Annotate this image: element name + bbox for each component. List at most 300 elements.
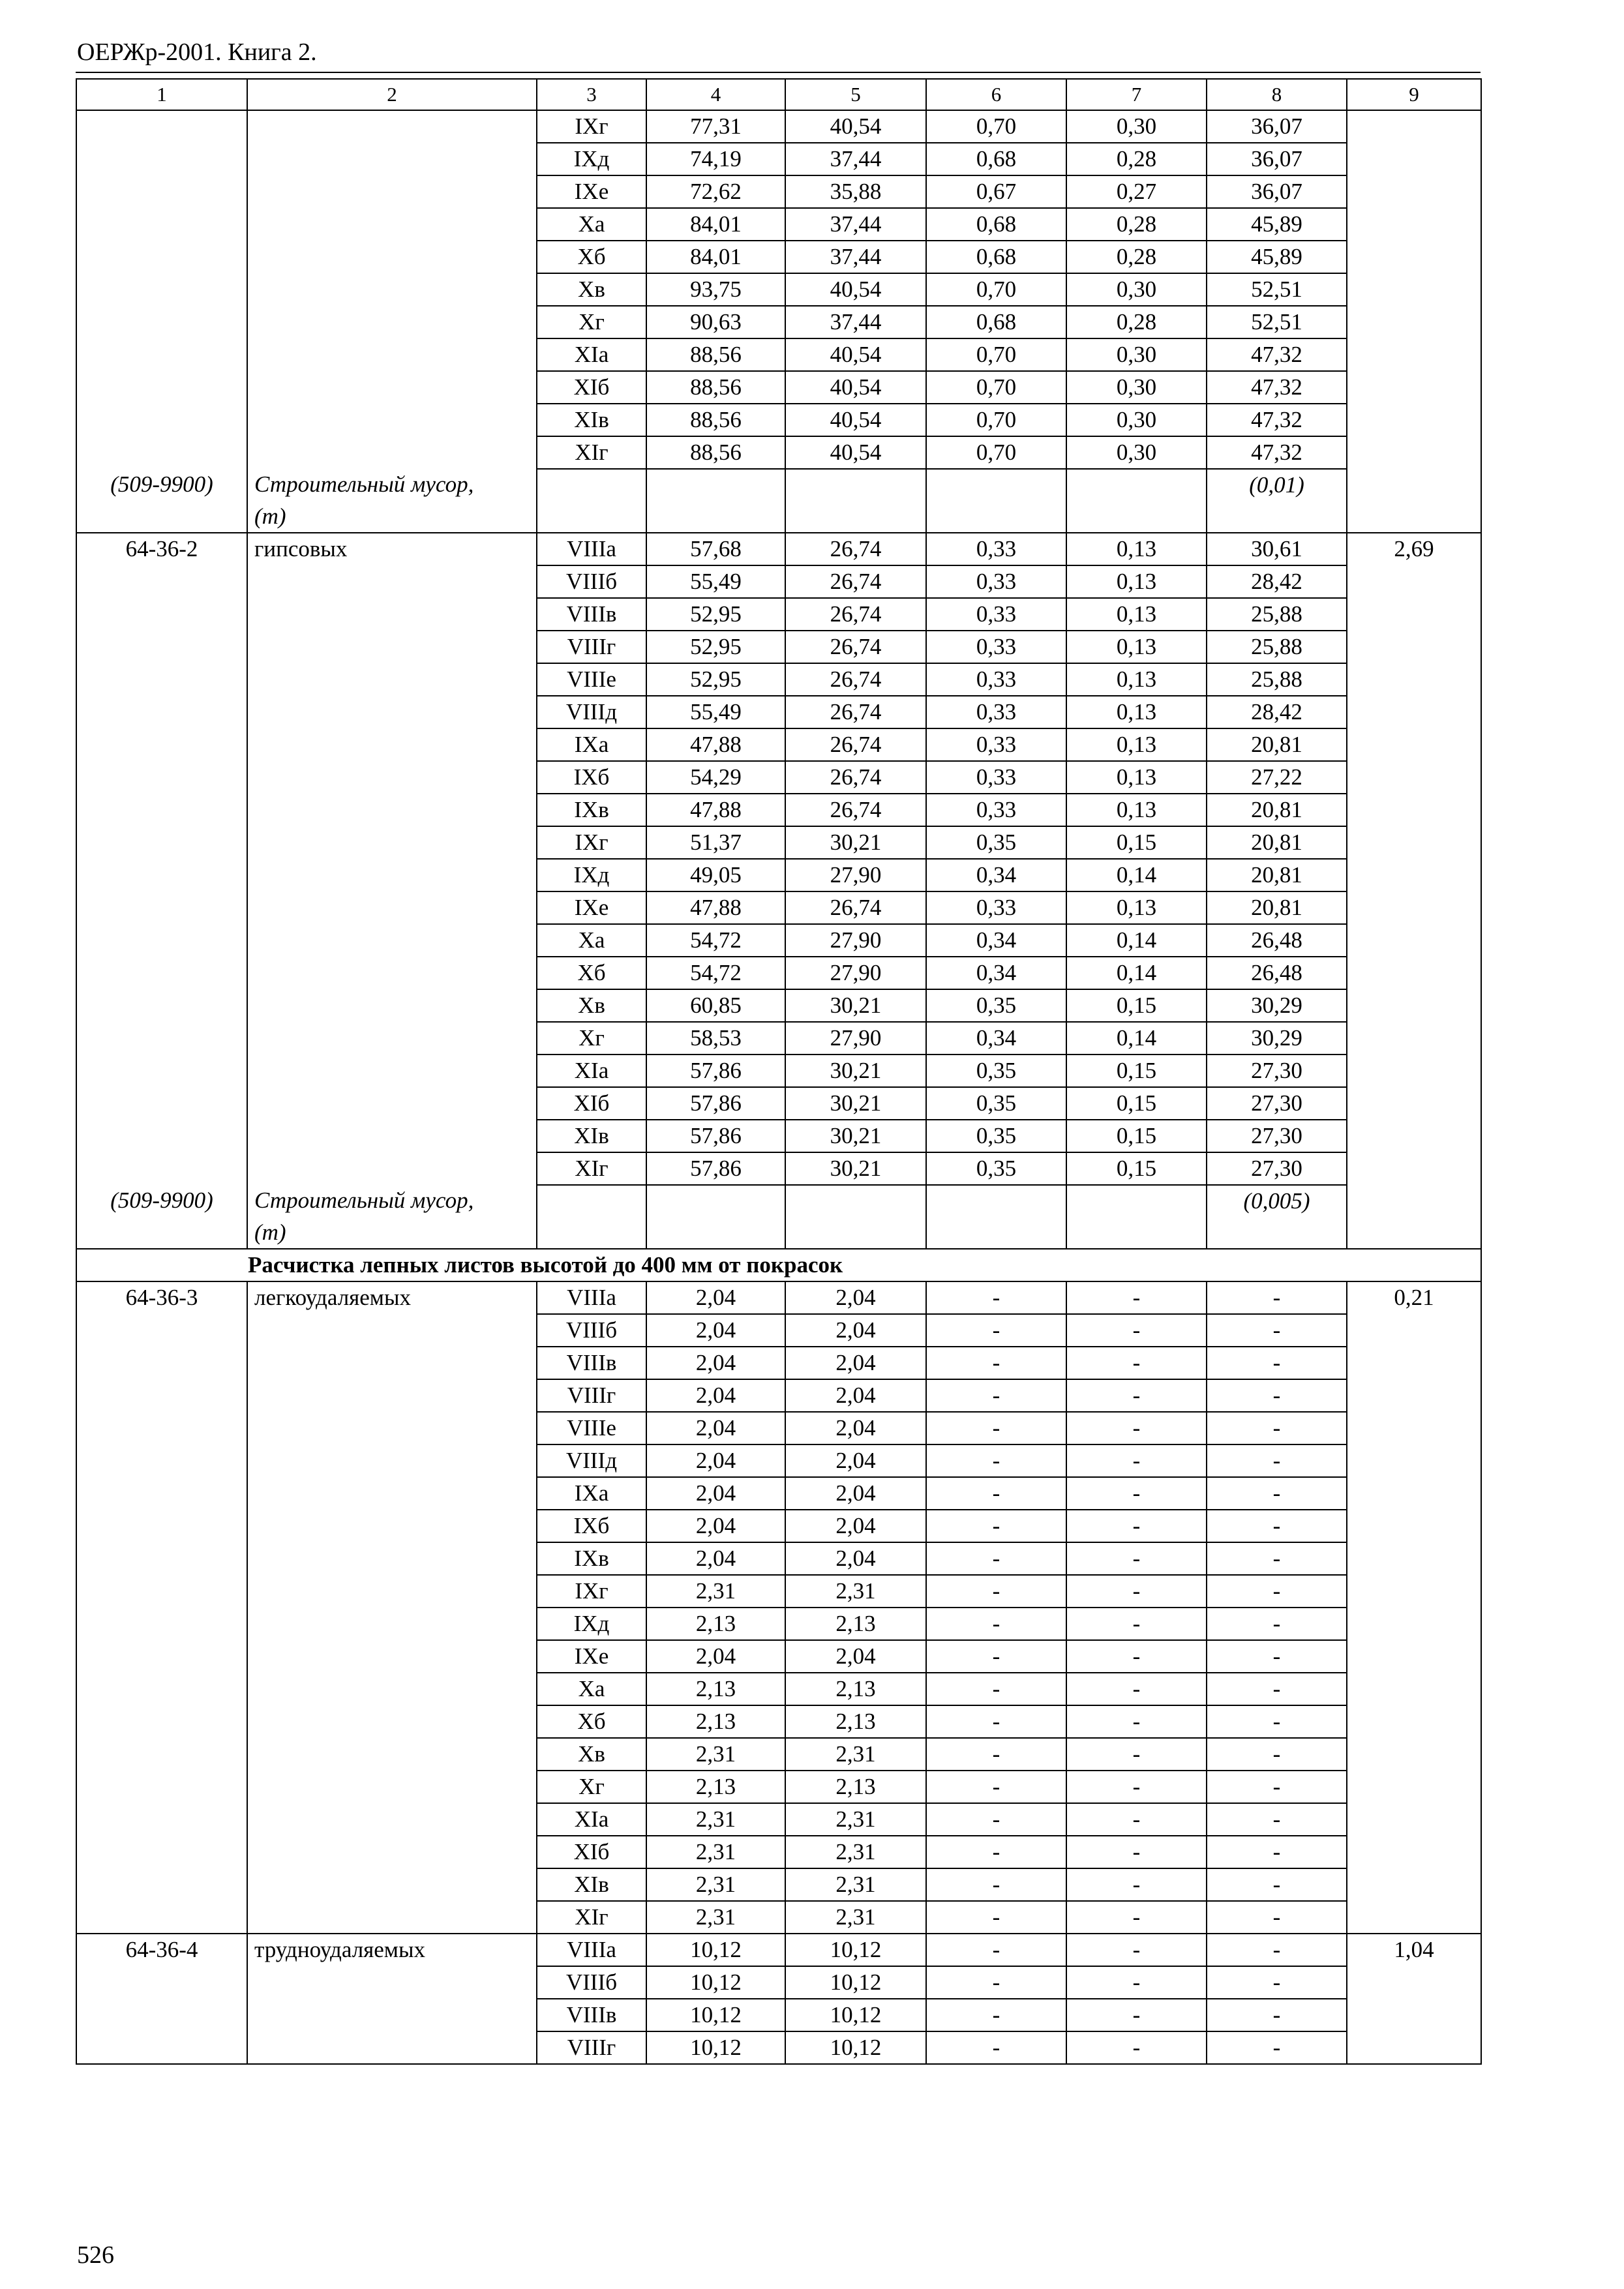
name-cell (247, 663, 537, 696)
zone-cell: IXе (537, 891, 646, 924)
name-cell (247, 306, 537, 338)
value-cell: - (1207, 1412, 1347, 1444)
empty-cell (785, 469, 926, 501)
value-cell: 88,56 (646, 404, 785, 436)
name-cell (247, 565, 537, 598)
value-cell: 40,54 (785, 110, 926, 143)
table-row (76, 1705, 1481, 1738)
value-cell: 55,49 (646, 565, 785, 598)
value-cell: 27,30 (1207, 1055, 1347, 1087)
table-row (76, 826, 1481, 859)
name-cell (247, 404, 537, 436)
table-row (76, 696, 1481, 728)
value-cell: - (1066, 1803, 1207, 1836)
value-cell: - (1207, 1966, 1347, 1999)
value-cell: 54,29 (646, 761, 785, 794)
col9-cell (1347, 469, 1481, 501)
value-cell: 30,21 (785, 1087, 926, 1120)
waste-row (76, 469, 1481, 501)
value-cell: 0,33 (926, 663, 1066, 696)
value-cell: 2,31 (785, 1803, 926, 1836)
value-cell: 74,19 (646, 143, 785, 175)
col9-cell (1347, 1055, 1481, 1087)
code-cell (76, 1477, 247, 1510)
waste-code: (509-9900) (76, 1185, 247, 1217)
value-cell: 0,30 (1066, 338, 1207, 371)
value-cell: 2,04 (785, 1510, 926, 1542)
name-cell (247, 598, 537, 631)
empty-cell (537, 469, 646, 501)
value-cell: 2,04 (646, 1347, 785, 1379)
value-cell: - (1207, 1510, 1347, 1542)
value-cell: 20,81 (1207, 826, 1347, 859)
empty-cell (1066, 469, 1207, 501)
value-cell: 0,15 (1066, 1055, 1207, 1087)
value-cell: 0,30 (1066, 110, 1207, 143)
value-cell: 0,68 (926, 143, 1066, 175)
table-row (76, 598, 1481, 631)
col9-cell (1347, 175, 1481, 208)
name-cell (247, 110, 537, 143)
code-cell (76, 1542, 247, 1575)
col9-cell (1347, 1771, 1481, 1803)
value-cell: 2,31 (646, 1575, 785, 1608)
table-row (76, 859, 1481, 891)
value-cell: 47,32 (1207, 404, 1347, 436)
value-cell: 37,44 (785, 241, 926, 273)
table-row (76, 794, 1481, 826)
value-cell: - (1207, 1836, 1347, 1868)
col9-cell (1347, 1510, 1481, 1542)
column-number-row (76, 79, 1481, 110)
value-cell: 0,35 (926, 1152, 1066, 1185)
table-row (76, 110, 1481, 143)
value-cell: 35,88 (785, 175, 926, 208)
value-cell: - (926, 1412, 1066, 1444)
value-cell: 27,22 (1207, 761, 1347, 794)
value-cell: 90,63 (646, 306, 785, 338)
zone-cell: Xа (537, 208, 646, 241)
value-cell: - (1207, 1673, 1347, 1705)
name-cell (247, 1379, 537, 1412)
value-cell: 0,33 (926, 728, 1066, 761)
waste-row (76, 1185, 1481, 1217)
value-cell: - (926, 2031, 1066, 2064)
column-number: 1 (76, 79, 247, 110)
code-cell (76, 1087, 247, 1120)
value-cell: 10,12 (646, 1999, 785, 2031)
document-header: ОЕРЖр-2001. Книга 2. (77, 38, 317, 66)
value-cell: 57,86 (646, 1152, 785, 1185)
name-cell (247, 436, 537, 469)
value-cell: 25,88 (1207, 663, 1347, 696)
empty-cell (646, 1185, 785, 1217)
name-cell (247, 1120, 537, 1152)
zone-cell: IXв (537, 1542, 646, 1575)
table-row (76, 891, 1481, 924)
column-number: 8 (1207, 79, 1347, 110)
col9-cell (1347, 1022, 1481, 1055)
table-row (76, 175, 1481, 208)
column-number: 4 (646, 79, 785, 110)
value-cell: - (1066, 1510, 1207, 1542)
value-cell: 2,31 (785, 1901, 926, 1934)
name-cell (247, 1347, 537, 1379)
code-cell (76, 241, 247, 273)
value-cell: - (1207, 1771, 1347, 1803)
name-cell (247, 1999, 537, 2031)
value-cell: 0,30 (1066, 273, 1207, 306)
empty-cell (76, 1217, 247, 1249)
value-cell: 57,86 (646, 1120, 785, 1152)
value-cell: 52,95 (646, 598, 785, 631)
value-cell: 0,15 (1066, 989, 1207, 1022)
waste-qty: (0,01) (1207, 469, 1347, 501)
table-row (76, 1314, 1481, 1347)
value-cell: 27,90 (785, 1022, 926, 1055)
name-cell (247, 924, 537, 957)
value-cell: 2,13 (646, 1705, 785, 1738)
col9-cell (1347, 957, 1481, 989)
zone-cell: VIIIб (537, 1314, 646, 1347)
value-cell: 0,33 (926, 891, 1066, 924)
empty-cell (926, 1185, 1066, 1217)
value-cell: 36,07 (1207, 110, 1347, 143)
value-cell: - (926, 1901, 1066, 1934)
col9-cell (1347, 565, 1481, 598)
value-cell: 10,12 (785, 2031, 926, 2064)
code-cell (76, 1901, 247, 1934)
value-cell: 0,34 (926, 1022, 1066, 1055)
value-cell: 0,28 (1066, 241, 1207, 273)
value-cell: - (1207, 2031, 1347, 2064)
value-cell: - (1066, 1966, 1207, 1999)
zone-cell: XIб (537, 1087, 646, 1120)
zone-cell: VIIIа (537, 533, 646, 565)
col9-cell (1347, 208, 1481, 241)
column-number: 6 (926, 79, 1066, 110)
zone-cell: VIIIг (537, 1379, 646, 1412)
col9-cell (1347, 1803, 1481, 1836)
section-row (76, 1249, 1481, 1281)
value-cell: 60,85 (646, 989, 785, 1022)
name-cell (247, 1314, 537, 1347)
name-cell (247, 338, 537, 371)
table-row (76, 208, 1481, 241)
table-row (76, 1281, 1481, 1314)
code-cell (76, 1314, 247, 1347)
col9-cell (1347, 989, 1481, 1022)
value-cell: 0,34 (926, 859, 1066, 891)
waste-qty: (0,005) (1207, 1185, 1347, 1217)
value-cell: - (1207, 1803, 1347, 1836)
col9-cell (1347, 2031, 1481, 2064)
value-cell: 2,04 (646, 1542, 785, 1575)
zone-cell: XIг (537, 1901, 646, 1934)
code-cell (76, 1055, 247, 1087)
value-cell: 0,35 (926, 1055, 1066, 1087)
value-cell: 26,48 (1207, 957, 1347, 989)
value-cell: - (926, 1934, 1066, 1966)
zone-cell: XIа (537, 1055, 646, 1087)
name-cell (247, 1868, 537, 1901)
zone-cell: XIа (537, 1803, 646, 1836)
code-cell (76, 1510, 247, 1542)
value-cell: 47,32 (1207, 436, 1347, 469)
value-cell: 0,35 (926, 826, 1066, 859)
waste-code: (509-9900) (76, 469, 247, 501)
empty-cell (537, 501, 646, 533)
code-cell (76, 143, 247, 175)
value-cell: 2,04 (785, 1444, 926, 1477)
value-cell: - (1207, 1868, 1347, 1901)
value-cell: 0,33 (926, 696, 1066, 728)
value-cell: 2,13 (646, 1608, 785, 1640)
value-cell: 57,86 (646, 1087, 785, 1120)
value-cell: 26,48 (1207, 924, 1347, 957)
value-cell: 20,81 (1207, 891, 1347, 924)
value-cell: 30,21 (785, 1120, 926, 1152)
value-cell: 26,74 (785, 533, 926, 565)
zone-cell: VIIIг (537, 2031, 646, 2064)
value-cell: 0,30 (1066, 404, 1207, 436)
table-row (76, 989, 1481, 1022)
column-number: 9 (1347, 79, 1481, 110)
table-row (76, 1412, 1481, 1444)
value-cell: 30,21 (785, 1152, 926, 1185)
value-cell: - (1207, 1477, 1347, 1510)
col9-cell (1347, 1999, 1481, 2031)
code-cell (76, 306, 247, 338)
name-cell (247, 1022, 537, 1055)
zone-cell: Xг (537, 1771, 646, 1803)
waste-row (76, 1217, 1481, 1249)
value-cell: 40,54 (785, 371, 926, 404)
empty-cell (1066, 1185, 1207, 1217)
value-cell: 88,56 (646, 338, 785, 371)
value-cell: - (926, 1640, 1066, 1673)
code-cell (76, 1999, 247, 2031)
page-number: 526 (77, 2241, 114, 2269)
value-cell: 0,68 (926, 208, 1066, 241)
code-cell (76, 1022, 247, 1055)
code-cell (76, 175, 247, 208)
col9-cell (1347, 371, 1481, 404)
col9-cell (1347, 1379, 1481, 1412)
value-cell: 88,56 (646, 371, 785, 404)
col9-cell (1347, 891, 1481, 924)
zone-cell: VIIIг (537, 631, 646, 663)
zone-cell: Xа (537, 1673, 646, 1705)
value-cell: - (1066, 1771, 1207, 1803)
col9-cell (1347, 143, 1481, 175)
name-cell (247, 957, 537, 989)
empty-cell (76, 501, 247, 533)
value-cell: 0,34 (926, 957, 1066, 989)
code-cell (76, 1640, 247, 1673)
value-cell: - (1207, 1542, 1347, 1575)
value-cell: - (1066, 1575, 1207, 1608)
code-cell: 64-36-4 (76, 1934, 247, 1966)
name-cell (247, 1738, 537, 1771)
value-cell: - (926, 1477, 1066, 1510)
zone-cell: Xб (537, 241, 646, 273)
name-cell (247, 143, 537, 175)
col9-cell: 1,04 (1347, 1934, 1481, 1966)
zone-cell: IXе (537, 175, 646, 208)
col9-cell (1347, 110, 1481, 143)
value-cell: 0,14 (1066, 859, 1207, 891)
value-cell: 40,54 (785, 404, 926, 436)
name-cell (247, 2031, 537, 2064)
value-cell: 0,13 (1066, 565, 1207, 598)
col9-cell (1347, 1477, 1481, 1510)
name-cell (247, 794, 537, 826)
value-cell: 2,04 (646, 1477, 785, 1510)
zone-cell: Xб (537, 957, 646, 989)
value-cell: 2,13 (785, 1771, 926, 1803)
value-cell: 26,74 (785, 663, 926, 696)
name-cell (247, 1477, 537, 1510)
col9-cell: 2,69 (1347, 533, 1481, 565)
value-cell: - (1066, 2031, 1207, 2064)
value-cell: - (1207, 1608, 1347, 1640)
table-row (76, 1771, 1481, 1803)
value-cell: 72,62 (646, 175, 785, 208)
col9-cell: 0,21 (1347, 1281, 1481, 1314)
value-cell: - (1066, 1281, 1207, 1314)
name-cell (247, 1836, 537, 1868)
value-cell: 47,88 (646, 891, 785, 924)
value-cell: 2,04 (785, 1379, 926, 1412)
col9-cell (1347, 1087, 1481, 1120)
name-cell (247, 1771, 537, 1803)
col9-cell (1347, 306, 1481, 338)
empty-cell (785, 501, 926, 533)
value-cell: 10,12 (785, 1934, 926, 1966)
value-cell: 0,13 (1066, 631, 1207, 663)
zone-cell: VIIIд (537, 1444, 646, 1477)
value-cell: 47,88 (646, 728, 785, 761)
name-cell (247, 1608, 537, 1640)
table-row (76, 1055, 1481, 1087)
table-row (76, 1608, 1481, 1640)
code-cell (76, 1803, 247, 1836)
zone-cell: XIб (537, 1836, 646, 1868)
zone-cell: IXг (537, 826, 646, 859)
value-cell: - (926, 1444, 1066, 1477)
table-row (76, 924, 1481, 957)
table-row (76, 1738, 1481, 1771)
code-cell (76, 1412, 247, 1444)
name-cell (247, 175, 537, 208)
value-cell: 45,89 (1207, 241, 1347, 273)
value-cell: 0,34 (926, 924, 1066, 957)
value-cell: 25,88 (1207, 631, 1347, 663)
value-cell: 47,32 (1207, 371, 1347, 404)
value-cell: 37,44 (785, 306, 926, 338)
value-cell: 2,31 (646, 1868, 785, 1901)
value-cell: - (926, 1771, 1066, 1803)
value-cell: 2,13 (785, 1673, 926, 1705)
value-cell: 93,75 (646, 273, 785, 306)
code-cell (76, 2031, 247, 2064)
waste-name: Строительный мусор, (247, 469, 537, 501)
code-cell (76, 598, 247, 631)
code-cell (76, 1673, 247, 1705)
name-cell (247, 1412, 537, 1444)
zone-cell: VIIIа (537, 1934, 646, 1966)
value-cell: 2,04 (646, 1412, 785, 1444)
value-cell: 0,70 (926, 110, 1066, 143)
zone-cell: IXв (537, 794, 646, 826)
value-cell: 0,15 (1066, 1120, 1207, 1152)
code-cell (76, 989, 247, 1022)
value-cell: 2,04 (785, 1281, 926, 1314)
col9-cell (1347, 501, 1481, 533)
value-cell: 55,49 (646, 696, 785, 728)
name-cell (247, 1087, 537, 1120)
value-cell: - (926, 1705, 1066, 1738)
value-cell: 51,37 (646, 826, 785, 859)
col9-cell (1347, 1738, 1481, 1771)
value-cell: - (1207, 1347, 1347, 1379)
empty-cell (785, 1217, 926, 1249)
col9-cell (1347, 1444, 1481, 1477)
value-cell: 37,44 (785, 143, 926, 175)
value-cell: - (1066, 1640, 1207, 1673)
code-cell (76, 957, 247, 989)
name-cell (247, 1055, 537, 1087)
zone-cell: XIб (537, 371, 646, 404)
value-cell: - (1066, 1608, 1207, 1640)
value-cell: 0,13 (1066, 761, 1207, 794)
value-cell: - (1066, 1738, 1207, 1771)
column-number: 5 (785, 79, 926, 110)
value-cell: 52,95 (646, 663, 785, 696)
empty-cell (1207, 1217, 1347, 1249)
code-cell (76, 1836, 247, 1868)
value-cell: 2,31 (785, 1836, 926, 1868)
zone-cell: IXд (537, 1608, 646, 1640)
value-cell: - (1207, 1379, 1347, 1412)
value-cell: 0,28 (1066, 208, 1207, 241)
header-rule (76, 72, 1481, 73)
value-cell: 2,04 (785, 1477, 926, 1510)
name-cell: гипсовых (247, 533, 537, 565)
value-cell: 52,95 (646, 631, 785, 663)
value-cell: 88,56 (646, 436, 785, 469)
zone-cell: IXг (537, 1575, 646, 1608)
code-cell (76, 1120, 247, 1152)
value-cell: - (1066, 1379, 1207, 1412)
code-cell (76, 826, 247, 859)
col9-cell (1347, 631, 1481, 663)
value-cell: 30,61 (1207, 533, 1347, 565)
col9-cell (1347, 1966, 1481, 1999)
table-row (76, 436, 1481, 469)
code-cell (76, 728, 247, 761)
value-cell: - (1066, 1412, 1207, 1444)
table-row (76, 1575, 1481, 1608)
value-cell: 0,13 (1066, 891, 1207, 924)
value-cell: 0,33 (926, 761, 1066, 794)
table-row (76, 338, 1481, 371)
value-cell: 2,13 (785, 1705, 926, 1738)
code-cell (76, 924, 247, 957)
value-cell: - (926, 1510, 1066, 1542)
name-cell (247, 1510, 537, 1542)
